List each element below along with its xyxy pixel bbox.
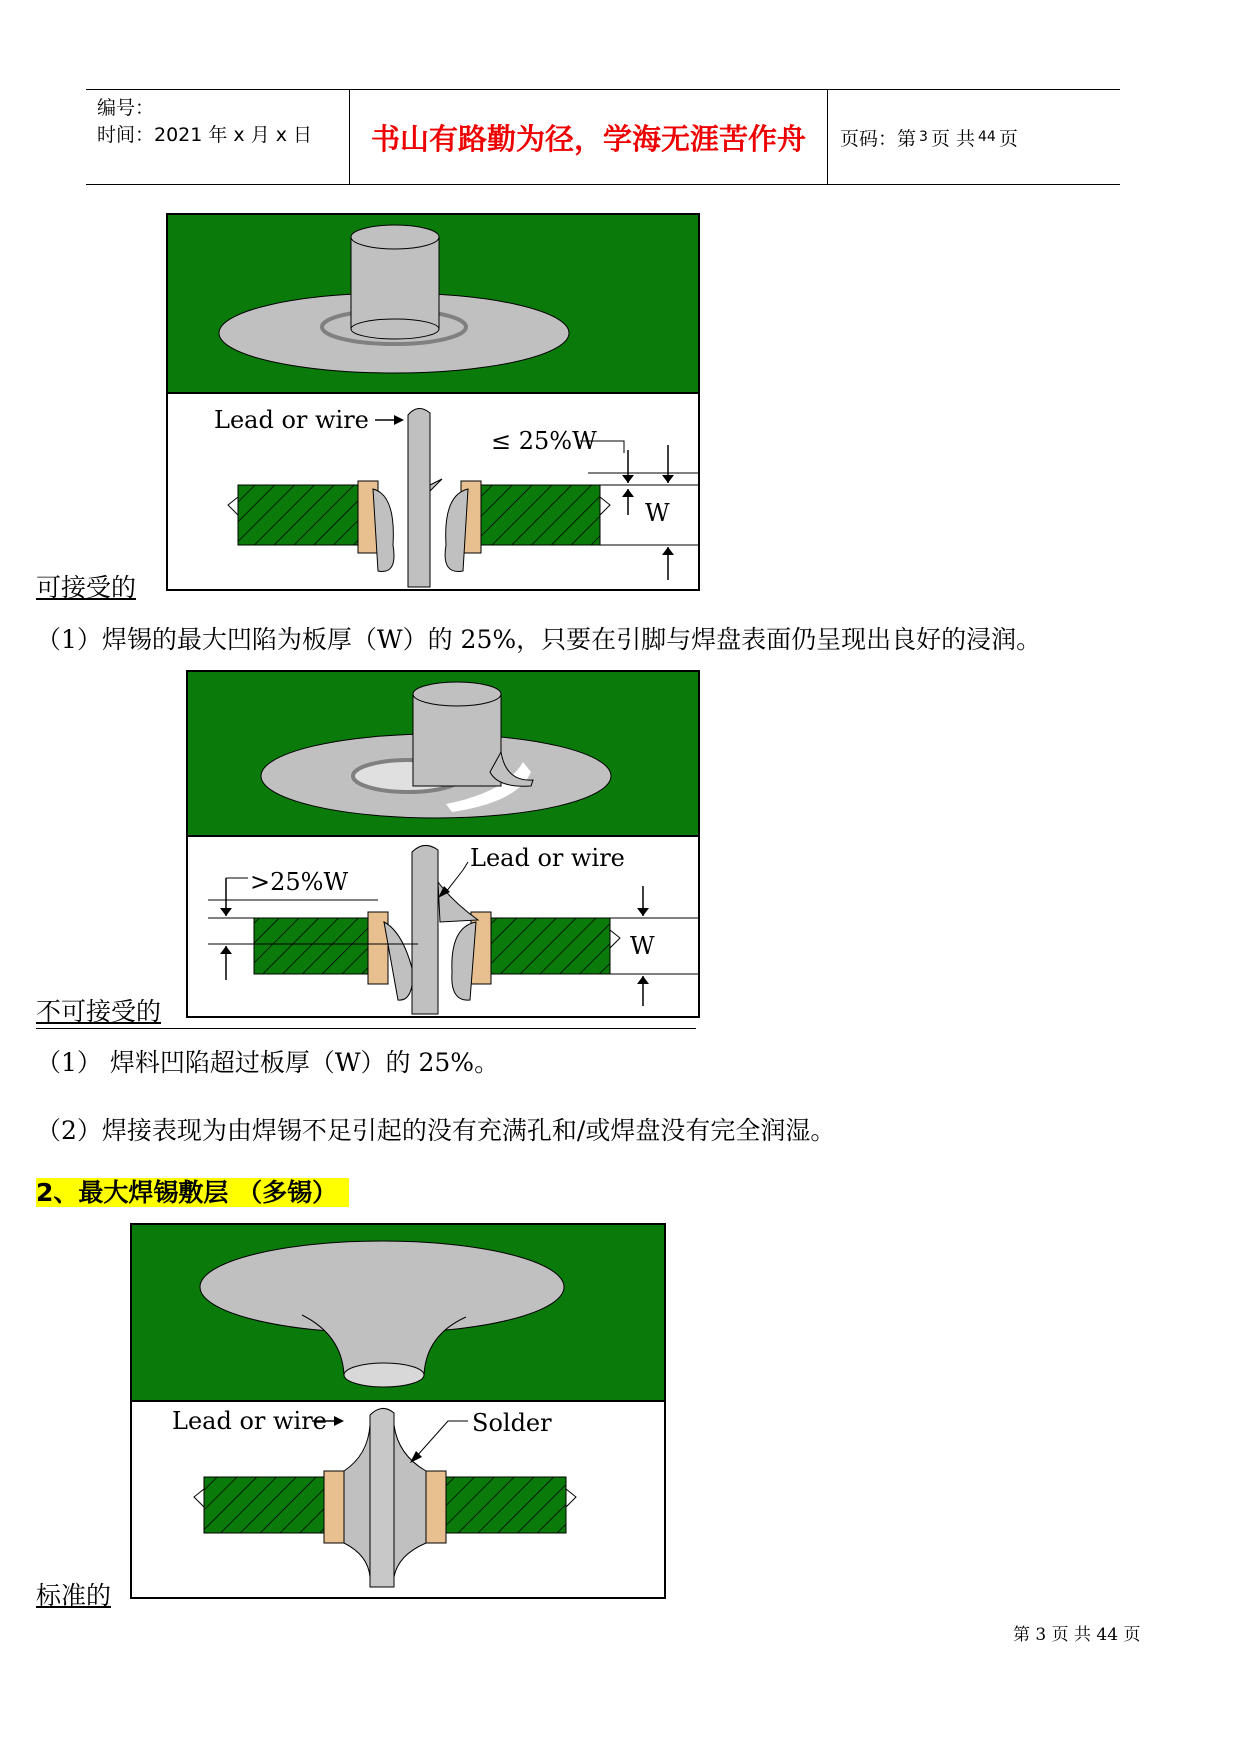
page-total: 44 [977,129,996,145]
caption-unacceptable [36,992,696,1029]
figure-standard [130,1223,666,1599]
figure-unacceptable [186,670,700,1018]
caption-standard: 标准的 [36,1581,112,1610]
fig2-pct-label: >25%W [250,868,349,896]
figure-unacceptable-drawing [188,672,698,1016]
caption-unacceptable-text: 不可接受的 [36,997,162,1026]
header-page-info [828,90,1120,184]
caption-acceptable: 可接受的 [36,573,137,602]
fig2-w-label: W [630,932,655,960]
fig1-lead-label: Lead or wire [214,406,369,434]
page-header [86,89,1120,185]
fig1-w-label: W [645,499,670,527]
section-heading-2-text: 2、最大焊锡敷层 （多锡） [36,1178,349,1207]
fig1-pct-label: ≤ 25%W [491,427,597,455]
paragraph-acceptable-1: （1）焊锡的最大凹陷为板厚（W）的 25%，只要在引脚与焊盘表面仍呈现出良好的浸润。 [36,625,1042,654]
figure-acceptable [166,213,700,591]
doc-time-label: 时间：2021 年 x 月 x 日 [97,124,313,146]
fig3-solder-label: Solder [472,1409,552,1437]
header-motto: 书山有路勤为径，学海无涯苦作舟 [350,90,828,184]
figure-standard-drawing [132,1225,664,1597]
fig3-lead-label: Lead or wire [172,1407,327,1435]
section-heading-2 [36,1173,349,1209]
paragraph-unacceptable-1: （1） 焊料凹陷超过板厚（W）的 25%。 [36,1048,500,1077]
doc-number-label: 编号： [97,97,155,119]
page-prefix: 页码：第 [840,127,917,150]
page-num: 3 [919,129,928,145]
paragraph-unacceptable-2: （2）焊接表现为由焊锡不足引起的没有充满孔和/或焊盘没有完全润湿。 [36,1116,836,1145]
page-suffix: 页 [998,127,1018,150]
fig2-lead-label: Lead or wire [470,844,625,872]
page-footer: 第 3 页 共 44 页 [1013,1625,1141,1645]
header-info-cell [86,90,350,184]
figure-acceptable-drawing [168,215,698,589]
page-mid: 页 共 [930,127,975,150]
